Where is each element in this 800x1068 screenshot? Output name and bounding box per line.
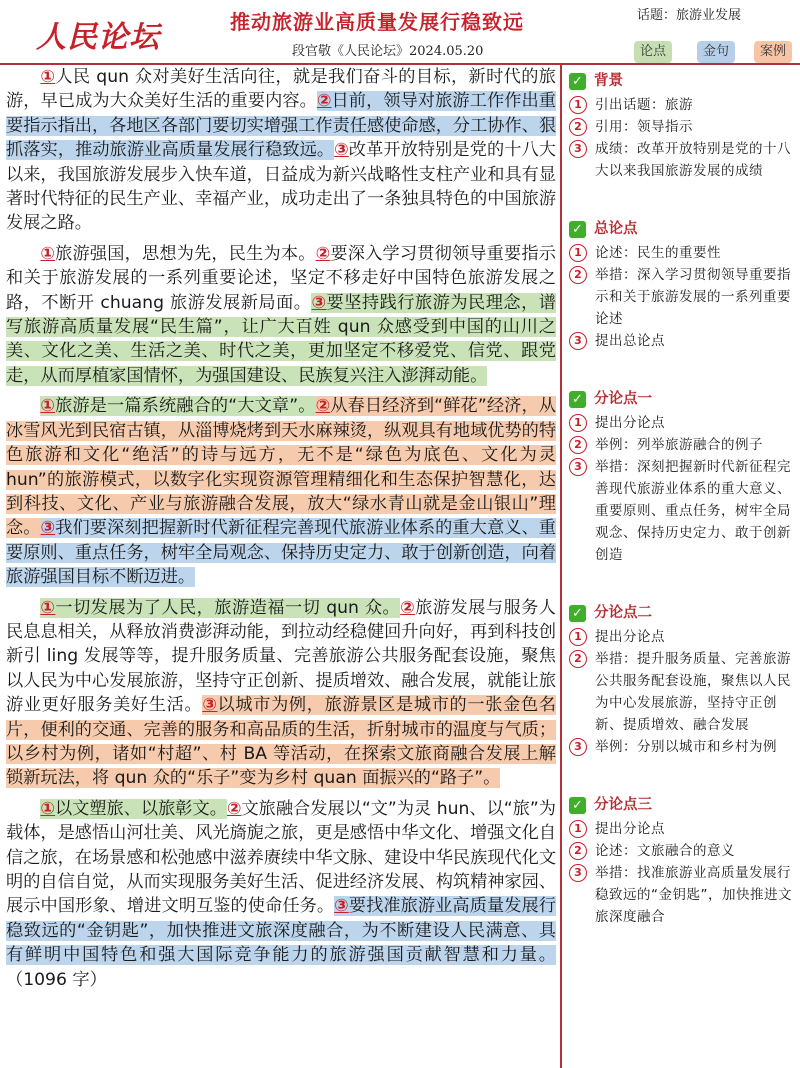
sentence: 人民 qun 众对美好生活向往，就是我们奋斗的目标，新时代的旅游，早已成为大众美好生活的重要内容。 bbox=[6, 67, 556, 112]
outline-item-text: 提出分论点 bbox=[595, 629, 665, 645]
outline-section-main-argument bbox=[569, 216, 795, 352]
byline: 段官敬《人民论坛》2024.05.20 bbox=[292, 44, 484, 59]
outline-item bbox=[569, 138, 795, 182]
sentence: 要找准旅游业高质量发展行稳致远的“金钥匙”，加快推进文旅深度融合，为不断建设人民满意、具有鲜明中国特色和强大国际竞争能力的旅游强国贡献智慧和力量。 bbox=[6, 896, 556, 966]
circled-number: 1 bbox=[569, 244, 587, 262]
paragraph-sub-argument-1 bbox=[6, 394, 556, 589]
checkmark-icon: ✓ bbox=[569, 797, 586, 814]
circled-number: 1 bbox=[569, 820, 587, 838]
circled-number: 3 bbox=[569, 458, 587, 476]
column-divider bbox=[560, 63, 562, 1068]
outline-item bbox=[569, 264, 795, 330]
sentence-number: ② bbox=[400, 597, 416, 618]
article-body bbox=[6, 65, 556, 992]
section-title: 分论点一 bbox=[594, 391, 652, 407]
outline-item-text: 论述：文旅融合的意义 bbox=[595, 843, 735, 859]
sentence: 我们要深刻把握新时代新征程完善现代旅游业体系的重大意义、重要原则、重点任务，树牢全局观念、保持历史定力、敢于创新创造，向着旅游强国目标不断迈进。 bbox=[6, 518, 557, 588]
outline-item-text: 成绩：改革开放特别是党的十八大以来我国旅游发展的成绩 bbox=[595, 141, 791, 179]
sentence-number: ③ bbox=[40, 518, 56, 539]
sentence: 文旅融合发展以“文”为灵 hun、以“旅”为载体，是感悟山河壮美、风光旖旎之旅，更是感悟中华文化、增强文化自信之旅，在场景感和松弛感中滋养赓续中华文脉、建设中华民族现代化文明的自信自觉，从而实现服务美好生活、促进经济发展、构筑精神家园、展示中国形象、增进文明互鉴的使命任务。 bbox=[6, 798, 557, 917]
outline-item-text: 引出话题：旅游 bbox=[595, 97, 693, 113]
sentence: 改革开放特别是党的十八大以来，我国旅游发展步入快车道，日益成为新兴战略性支柱产业和具有显著时代特征的民生产业、幸福产业，成功走出了一条独具特色的中国旅游发展之路。 bbox=[6, 140, 557, 234]
paragraph-background bbox=[6, 65, 556, 236]
page-title: 推动旅游业高质量发展行稳致远 bbox=[230, 10, 524, 34]
circled-number: 1 bbox=[569, 628, 587, 646]
outline-section-sub-argument-3 bbox=[569, 792, 795, 928]
outline-item-text: 举措：找准旅游业高质量发展行稳致远的“金钥匙”，加快推进文旅深度融合 bbox=[595, 865, 792, 925]
outline-item bbox=[569, 116, 795, 138]
sentence-number: ① bbox=[40, 597, 56, 618]
sentence-number: ① bbox=[40, 798, 55, 819]
section-title: 总论点 bbox=[594, 221, 638, 237]
section-title: 背景 bbox=[594, 73, 623, 89]
outline-item-text: 举例：分别以城市和乡村为例 bbox=[595, 739, 777, 755]
outline-item bbox=[569, 434, 795, 456]
checkmark-icon: ✓ bbox=[569, 605, 586, 622]
outline-sidebar bbox=[569, 68, 795, 948]
outline-item bbox=[569, 648, 795, 736]
logo: 人民论坛 bbox=[36, 20, 160, 55]
page-header bbox=[0, 0, 800, 64]
outline-section-sub-argument-2 bbox=[569, 600, 795, 758]
outline-item bbox=[569, 412, 795, 434]
outline-item bbox=[569, 242, 795, 264]
outline-item-text: 提出分论点 bbox=[595, 415, 665, 431]
circled-number: 3 bbox=[569, 140, 587, 158]
sentence: 日前，领导对旅游工作作出重要指示指出，各地区各部门要切实增强工作责任感使命感，分工协作、狠抓落实，推动旅游业高质量发展行稳致远。 bbox=[6, 91, 557, 161]
sentence: 以城市为例，旅游景区是城市的一张金色名片，便利的交通、完善的服务和高品质的生活，折射城市的温度与气质；以乡村为例，诸如“村超”、村 BA 等活动，在探索文旅商融合发展上解锁新玩法，将 qun 众的“乐子”变为乡村 quan 面振兴的“路子”。 bbox=[6, 695, 557, 789]
sentence-number: ③ bbox=[334, 896, 349, 917]
outline-item bbox=[569, 736, 795, 758]
sentence-number: ① bbox=[40, 396, 56, 417]
sentence: 要坚持践行旅游为民理念，谱写旅游高质量发展“民生篇”，让广大百姓 qun 众感受到中国的山川之美、文化之美、生活之美、时代之美，更加坚定不移爱党、信党、跟党走，从而厚植家国情怀，为强国建设、民族复兴注入澎湃动能。 bbox=[6, 292, 556, 386]
sentence-number: ① bbox=[40, 243, 56, 264]
outline-item bbox=[569, 626, 795, 648]
circled-number: 2 bbox=[569, 266, 587, 284]
circled-number: 2 bbox=[569, 118, 587, 136]
sentence: 旅游是一篇系统融合的“大文章”。 bbox=[55, 396, 316, 417]
legend-argument: 论点 bbox=[634, 41, 672, 63]
circled-number: 3 bbox=[569, 738, 587, 756]
highlight-argument bbox=[40, 799, 227, 819]
paragraph-main-argument bbox=[6, 242, 556, 388]
highlight-golden-quote bbox=[6, 518, 556, 587]
outline-item-text: 提出分论点 bbox=[595, 821, 665, 837]
word-count: （1096 字） bbox=[6, 969, 107, 990]
sentence-number: ② bbox=[316, 91, 332, 112]
topic-label: 话题：旅游业发展 bbox=[637, 8, 742, 23]
paragraph-sub-argument-2 bbox=[6, 596, 556, 791]
sentence-number: ① bbox=[40, 67, 56, 87]
checkmark-icon: ✓ bbox=[569, 391, 586, 408]
sentence: 旅游强国，思想为先，民生为本。 bbox=[55, 243, 316, 264]
outline-item bbox=[569, 456, 795, 566]
checkmark-icon: ✓ bbox=[569, 73, 586, 90]
outline-item-text: 论述：民生的重要性 bbox=[595, 245, 721, 261]
sentence-number: ③ bbox=[334, 140, 349, 161]
circled-number: 1 bbox=[569, 96, 587, 114]
outline-item-text: 举措：提升服务质量、完善旅游公共服务配套设施，聚焦以人民为中心发展旅游，坚持守正创新、提质增效、融合发展 bbox=[595, 651, 791, 733]
sentence: 从春日经济到“鲜花”经济，从冰雪风光到民宿古镇，从淄博烧烤到天水麻辣烫，纵观具有地域优势的特色旅游和文化“绝活”的诗与远方，无不是“绿色为底色、文化为灵 hun”的旅游模式，以数字化实现资源管理精细化和生态保护智慧化，达到科技、文化、产业与旅游融合发展，放大“绿水青山就是金山银山”理念。 bbox=[6, 396, 557, 539]
outline-section-sub-argument-1 bbox=[569, 386, 795, 566]
sentence: 以文塑旅、以旅彰文。 bbox=[54, 798, 227, 819]
sentence-number: ③ bbox=[311, 292, 327, 313]
section-title: 分论点三 bbox=[594, 797, 652, 813]
circled-number: 3 bbox=[569, 864, 587, 882]
paragraph-sub-argument-3 bbox=[6, 797, 556, 992]
outline-item-text: 举措：深刻把握新时代新征程完善现代旅游业体系的重大意义、重要原则、重点任务，树牢全局观念、保持历史定力、敢于创新创造 bbox=[595, 459, 791, 563]
outline-section-background bbox=[569, 68, 795, 182]
outline-item-text: 举措：深入学习贯彻领导重要指示和关于旅游发展的一系列重要论述 bbox=[595, 267, 791, 327]
legend-example: 案例 bbox=[754, 41, 792, 63]
sentence-number: ② bbox=[315, 243, 331, 264]
legend-golden-quote: 金句 bbox=[697, 41, 735, 63]
highlight-example bbox=[6, 396, 556, 538]
sentence-number: ② bbox=[315, 396, 331, 417]
outline-item bbox=[569, 840, 795, 862]
outline-item-text: 举例：列举旅游融合的例子 bbox=[595, 437, 763, 453]
circled-number: 1 bbox=[569, 414, 587, 432]
sentence: 要深入学习贯彻领导重要指示和关于旅游发展的一系列重要论述，坚定不移走好中国特色旅游发展之路，不断开 chuang 旅游发展新局面。 bbox=[6, 243, 556, 313]
section-title: 分论点二 bbox=[594, 605, 652, 621]
outline-item bbox=[569, 330, 795, 352]
outline-item bbox=[569, 862, 795, 928]
outline-item bbox=[569, 818, 795, 840]
highlight-argument bbox=[40, 396, 315, 416]
sentence: 一切发展为了人民，旅游造福一切 qun 众。 bbox=[55, 597, 401, 618]
outline-item-text: 提出总论点 bbox=[595, 333, 665, 349]
circled-number: 2 bbox=[569, 842, 587, 860]
outline-item-text: 引用：领导指示 bbox=[595, 119, 693, 135]
sentence: 旅游发展与服务人民息息相关，从释放消费澎湃动能，到拉动经稳健回升向好，再到科技创新引 ling 发展等等，提升服务质量、完善旅游公共服务配套设施，聚焦以人民为中心发展旅游，坚持守正创新、提质增效、融合发展，就能让旅游业更好服务美好生活。 bbox=[6, 597, 557, 716]
sentence-number: ② bbox=[226, 798, 242, 819]
outline-item bbox=[569, 94, 795, 116]
highlight-argument bbox=[40, 598, 400, 618]
circled-number: 3 bbox=[569, 332, 587, 350]
sentence-number: ③ bbox=[202, 695, 218, 716]
circled-number: 2 bbox=[569, 650, 587, 668]
circled-number: 2 bbox=[569, 436, 587, 454]
checkmark-icon: ✓ bbox=[569, 221, 586, 238]
